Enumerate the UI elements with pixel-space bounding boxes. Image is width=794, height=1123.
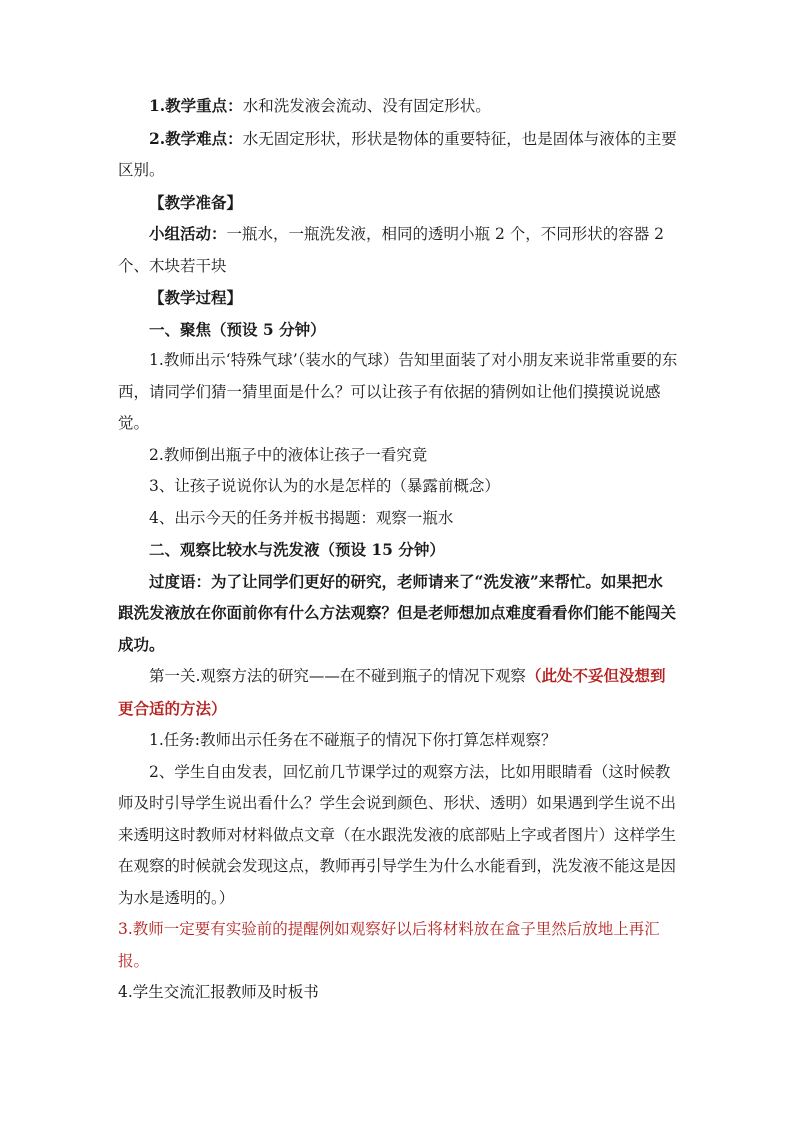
teaching-focus-label: 1.教学重点： [149, 96, 243, 115]
part1-item: 2.教师倒出瓶子中的液体让孩子一看究竟 [149, 445, 428, 464]
stage1-note: （此处不妥但没想到更合适的方法） [118, 666, 666, 718]
stage1-text: 第一关.观察方法的研究——在不碰到瓶子的情况下观察 [149, 667, 526, 685]
task-text: 1.任务:教师出示任务在不碰瓶子的情况下你打算怎样观察？ [149, 731, 557, 749]
preparation-heading: 【教学准备】 [149, 192, 243, 212]
teaching-difficulty-label: 2.教学难点： [149, 128, 243, 148]
teaching-difficulty-text: 水无固定形状，形状是物体的重要特征，也是固体与液体的主要区别。 [118, 129, 677, 179]
part2-heading: 二、观察比较水与洗发液（预设 15 分钟） [149, 540, 445, 559]
group-activity [118, 218, 678, 282]
part1-heading: 一、聚焦（预设 5 分钟） [149, 319, 326, 339]
stage1-paragraph [118, 660, 678, 725]
group-activity-label: 小组活动： [149, 224, 227, 243]
reminder-text: 3.教师一定要有实验前的提醒例如观察好以后将材料放在盒子里然后放地上再汇报。 [118, 920, 660, 970]
transition-text: 过度语：为了让同学们更好的研究，老师请来了“洗发液”来帮忙。如果把水跟洗发液放在你面前你有什么方法观察？但是老师想加点难度看看你们能不能闯关成功。 [118, 571, 677, 654]
part1-item: 3、让孩子说说你认为的水是怎样的（暴露前概念） [149, 477, 500, 495]
part1-item: 4、出示今天的任务并板书揭题：观察一瓶水 [149, 508, 454, 527]
part1-item: 1.教师出示‘特殊气球’（装水的气球）告知里面装了对小朋友来说非常重要的东西，请同学们猜一猜里面是什么？可以让孩子有依据的猜例如让他们摸摸说说感觉。 [118, 351, 678, 432]
teaching-focus [118, 90, 678, 123]
lesson-plan-body [118, 90, 678, 1009]
report-text: 4.学生交流汇报教师及时板书 [118, 983, 319, 1001]
process-heading: 【教学过程】 [149, 288, 243, 307]
discussion-text: 2、学生自由发表，回忆前几节课学过的观察方法，比如用眼睛看（这时候教师及时引导学生说出看什么？学生会说到颜色、形状、透明）如果遇到学生说不出来透明这时教师对材料做点文章（在水跟洗发液的底部贴上字或者图片）这样学生在观察的时候就会发现这点，教师再引导学生为什么水能看到，洗发液不能这是因为水是透明的。） [118, 762, 677, 907]
teaching-difficulty [118, 123, 678, 187]
teaching-focus-text: 水和洗发液会流动、没有固定形状。 [242, 97, 491, 115]
group-activity-text: 一瓶水，一瓶洗发液，相同的透明小瓶 2 个，不同形状的容器 2 个、木块若干块 [118, 225, 665, 275]
